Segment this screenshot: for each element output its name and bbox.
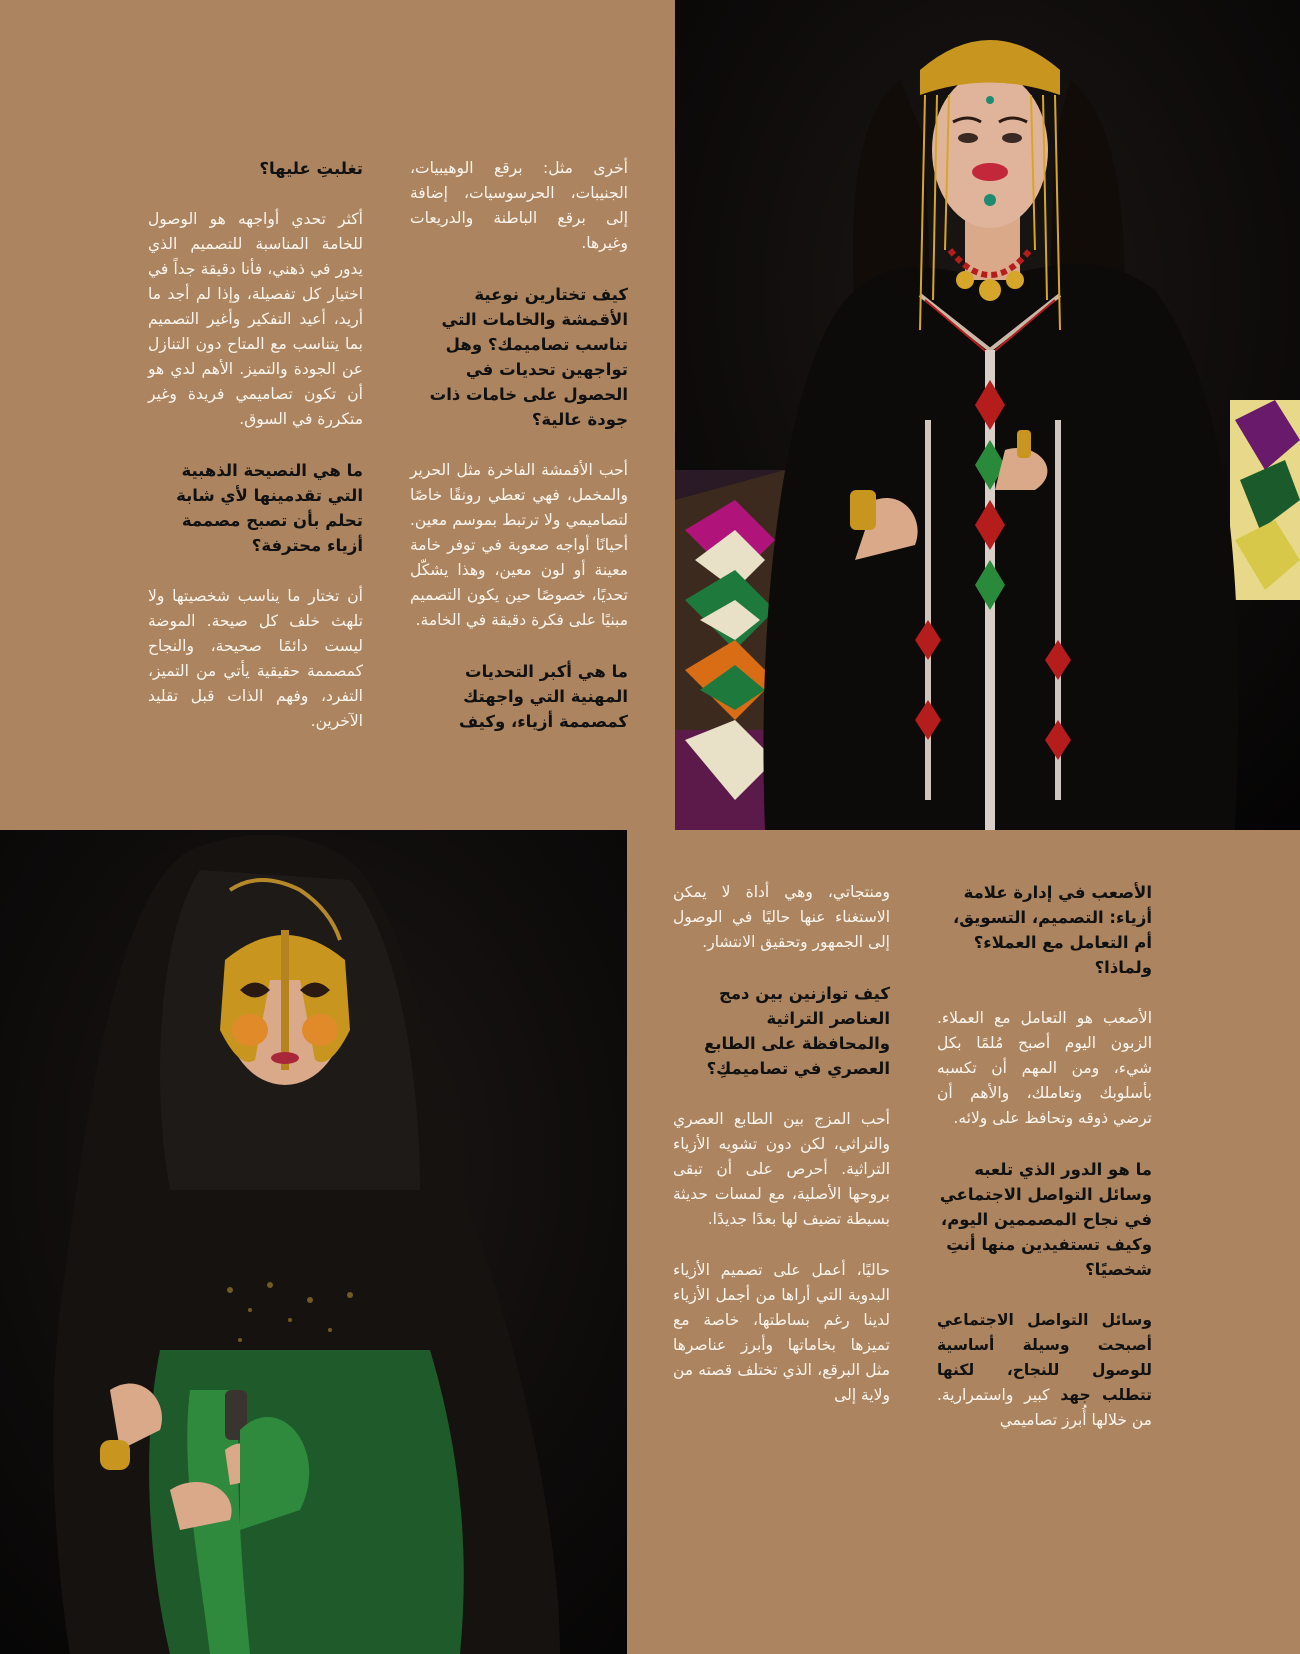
question-heading: تغلبتِ عليها؟	[259, 159, 363, 178]
question-heading: كيف توازنين بين دمج العناصر التراثية والمحافظة على الطابع العصري في تصاميمكِ؟	[704, 984, 890, 1078]
question-heading: ما هي النصيحة الذهبية التي تقدمينها لأي شابة تحلم بأن تصبح مصممة أزياء محترفة؟	[176, 461, 363, 555]
answer-text: كبير واستمرارية. من خلالها أُبرز تصاميمي	[937, 1386, 1152, 1429]
answer-paragraph: الأصعب هو التعامل مع العملاء. الزبون اليوم أصبح مُلمًا بكل شيء، ومن المهم أن تكسبه بأسلوبك وتعاملك، والأهم أن ترضي ذوقه وتحافظ على ولائه.	[937, 1009, 1152, 1127]
question-heading: الأصعب في إدارة علامة أزياء: التصميم، التسويق، أم التعامل مع العملاء؟ ولماذا؟	[953, 883, 1152, 977]
answer-paragraph: ومنتجاتي، وهي أداة لا يمكن الاستغناء عنها حاليًا في الوصول إلى الجمهور وتحقيق الانتشار.	[673, 883, 890, 951]
answer-paragraph: حاليًا، أعمل على تصميم الأزياء البدوية التي أراها من أجمل الأزياء لدينا رغم بساطتها، خاصة مع تميزها بخاماتها وأبرز عناصرها مثل البرقع، الذي تختلف قصته من ولاية إلى	[673, 1261, 890, 1404]
answer-paragraph: أخرى مثل: برقع الوهيبيات، الجنيبات، الحرسوسيات، إضافة إلى برقع الباطنة والدريعات وغيرها.	[410, 159, 628, 252]
answer-paragraph: أحب الأقمشة الفاخرة مثل الحرير والمخمل، فهي تعطي رونقًا خاصًا لتصاميمي ولا ترتبط بموسم معين. أحيانًا أواجه صعوبة في توفر خامة معينة أو لون معين، وهذا يشكّل تحديًا، خصوصًا حين يكون التصميم مبنيًا على فكرة دقيقة في الخامة.	[410, 461, 628, 629]
question-heading: ما هي أكبر التحديات المهنية التي واجهتك كمصممة أزياء، وكيف	[458, 662, 628, 731]
bottom-right-column	[937, 880, 1152, 1433]
answer-paragraph: أن تختار ما يناسب شخصيتها ولا تلهث خلف كل صيحة. الموضة ليست دائمًا صحيحة، والنجاح كمصممة حقيقية يأتي من التميز، التفرد، وفهم الذات قبل تقليد الآخرين.	[148, 587, 363, 730]
bottom-left-column	[673, 880, 890, 1434]
question-heading: كيف تختارين نوعية الأقمشة والخامات التي تناسب تصاميمك؟ وهل تواجهين تحديات في الحصول على خامات ذات جودة عالية؟	[429, 285, 628, 429]
bold-lead-text: وسائل التواصل الاجتماعي أصبحت وسيلة أساسية للوصول للنجاح، لكنها تتطلب جهد	[937, 1311, 1152, 1404]
answer-paragraph	[937, 1308, 1152, 1433]
answer-paragraph: أحب المزج بين الطابع العصري والتراثي، لكن دون تشويه الأزياء التراثية. أحرص على أن تبقى بروحها الأصلية، مع لمسات حديثة بسيطة تضيف لها بعدًا جديدًا.	[673, 1110, 890, 1228]
answer-paragraph: أكثر تحدي أواجهه هو الوصول للخامة المناسبة للتصميم الذي يدور في ذهني، فأنا دقيقة جداً في اختيار كل تفصيلة، وإذا لم أجد ما أريد، أعيد التفكير وأغير التصميم بما يتناسب مع المتاح دون التنازل عن الجودة والتميز. الأهم لدي هو أن تكون تصاميمي فريدة وغير متكررة في السوق.	[148, 210, 363, 428]
photo-woman-gold-burqa-green-dress	[0, 830, 627, 1654]
question-heading: ما هو الدور الذي تلعبه وسائل التواصل الاجتماعي في نجاح المصممين اليوم، وكيف تستفيدين منها أنتِ شخصيًا؟	[939, 1160, 1152, 1279]
top-left-column	[148, 156, 363, 760]
photo-woman-black-dress-gold-headpiece	[675, 0, 1300, 830]
top-right-column	[410, 156, 628, 760]
